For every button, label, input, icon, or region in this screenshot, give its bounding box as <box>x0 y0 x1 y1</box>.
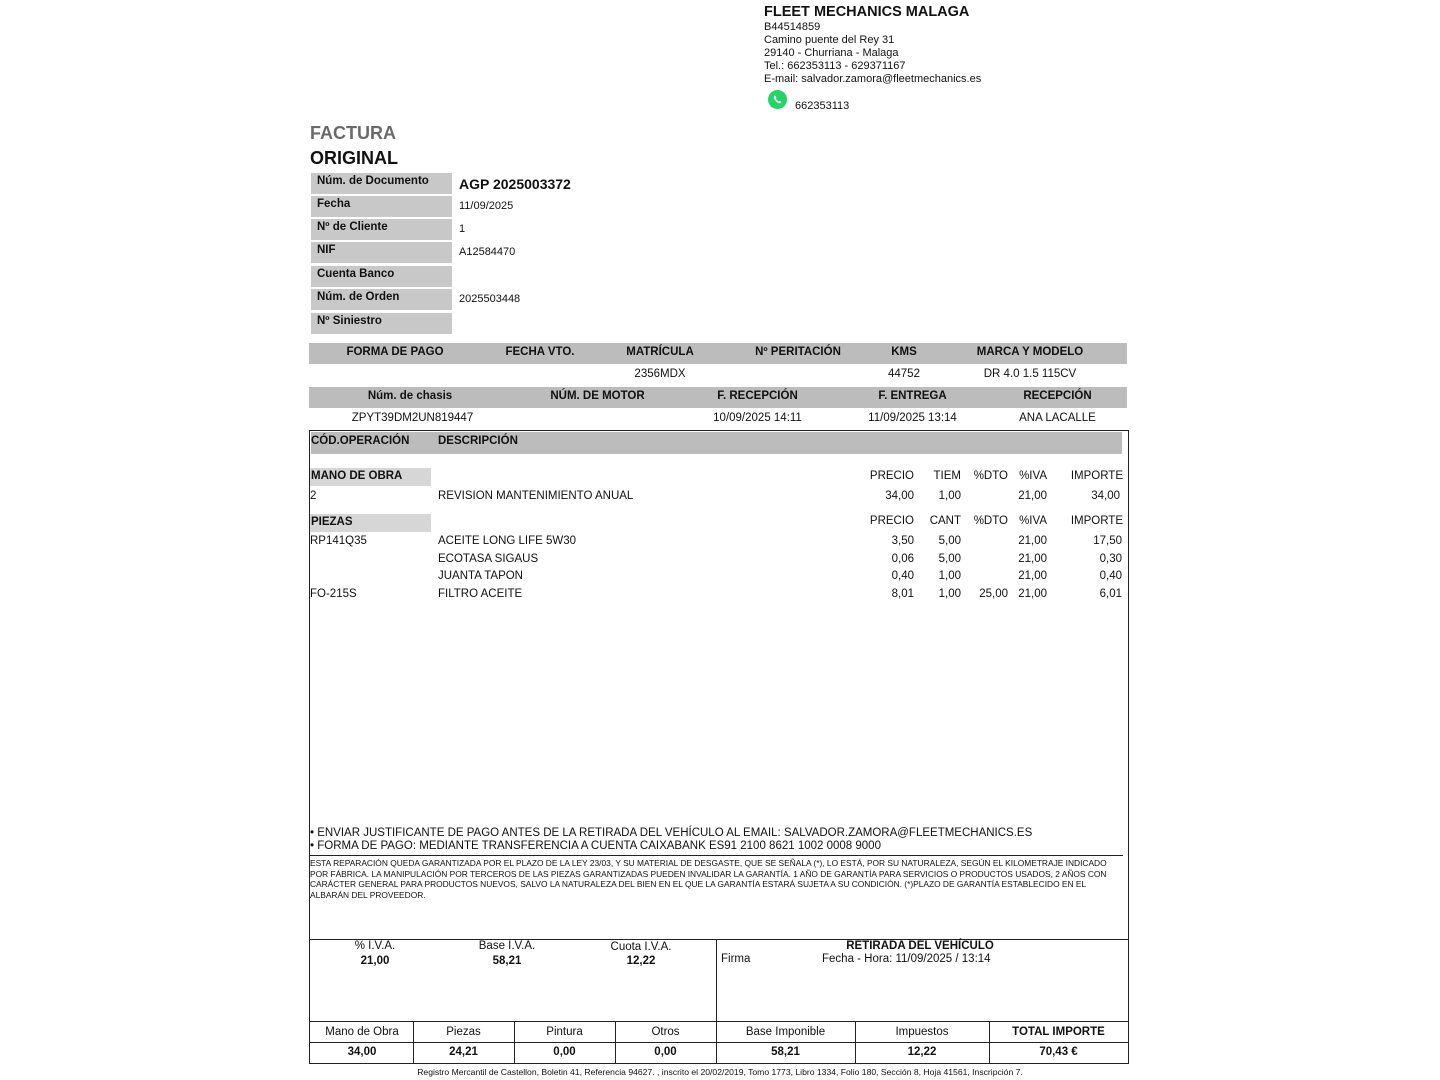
total-value-others: 0,00 <box>654 1046 677 1058</box>
company-cif: B44514859 <box>764 21 821 33</box>
field-value-document-number: AGP 2025003372 <box>459 176 571 192</box>
part-row-amount: 6,01 <box>1099 588 1122 600</box>
total-value-parts: 24,21 <box>449 1046 478 1058</box>
value-delivery-date: 11/09/2025 13:14 <box>868 412 957 424</box>
part-row-description: FILTRO ACEITE <box>438 588 523 600</box>
payment-note-transfer: • FORMA DE PAGO: MEDIANTE TRANSFERENCIA A CUENTA CAIXABANK ES91 2100 8621 1002 0008 9000 <box>310 840 881 852</box>
total-value-labor: 34,00 <box>347 1046 377 1058</box>
labor-row-amount: 34,00 <box>1091 490 1120 502</box>
part-row-price: 0,40 <box>891 570 914 582</box>
total-header-parts: Piezas <box>446 1026 481 1038</box>
total-value-taxes: 12,22 <box>907 1046 937 1058</box>
company-email: E-mail: salvador.zamora@fleetmechanics.es <box>764 73 982 85</box>
company-name: FLEET MECHANICS MALAGA <box>764 4 970 20</box>
operations-header-band <box>311 432 1122 454</box>
vat-amount-label: Cuota I.V.A. <box>610 941 672 953</box>
section-labor-title: MANO DE OBRA <box>310 468 431 486</box>
company-address-line2: 29140 - Churriana - Malaga <box>764 47 899 59</box>
field-label-bank-account: Cuenta Banco <box>311 266 452 287</box>
total-header-total-amount: TOTAL IMPORTE <box>1012 1026 1105 1038</box>
labor-header-amount: IMPORTE <box>1070 470 1123 482</box>
parts-header-amount: IMPORTE <box>1070 515 1123 527</box>
col-header-reception: RECEPCIÓN <box>1023 390 1092 402</box>
total-header-taxes: Impuestos <box>895 1026 949 1038</box>
total-header-labor: Mano de Obra <box>325 1026 399 1038</box>
tax-block-divider <box>716 940 717 1021</box>
total-header-paint: Pintura <box>546 1026 583 1038</box>
company-phone: Tel.: 662353113 - 629371167 <box>764 60 906 72</box>
totals-top-border <box>310 1021 1128 1022</box>
part-row-quantity: 1,00 <box>938 588 961 600</box>
vat-base-label: Base I.V.A. <box>478 940 536 952</box>
field-value-nif: A12584470 <box>459 246 516 258</box>
part-row-quantity: 5,00 <box>938 553 961 565</box>
col-header-due-date: FECHA VTO. <box>505 346 575 358</box>
totals-middle-border <box>310 1042 1128 1043</box>
labor-header-vat: %IVA <box>1019 470 1047 482</box>
field-label-document-number: Núm. de Documento <box>311 173 452 194</box>
field-label-date: Fecha <box>311 196 452 217</box>
labor-row-vat: 21,00 <box>1018 490 1047 502</box>
total-header-others: Otros <box>651 1026 680 1038</box>
part-row-description: JUANTA TAPON <box>438 570 523 582</box>
payment-note-email: • ENVIAR JUSTIFICANTE DE PAGO ANTES DE LA RETIRADA DEL VEHÍCULO AL EMAIL: SALVADOR.ZAMORA@FLEETMECHANICS.ES <box>310 827 1033 839</box>
col-header-kms: KMS <box>891 346 917 358</box>
value-kms: 44752 <box>888 368 920 380</box>
vat-amount-value: 12,22 <box>626 955 656 967</box>
document-copy: ORIGINAL <box>310 148 398 168</box>
value-make-model: DR 4.0 1.5 115CV <box>983 368 1077 380</box>
total-header-taxable-base: Base Imponible <box>745 1026 826 1038</box>
value-reception: ANA LACALLE <box>1019 412 1096 424</box>
total-value-total-amount: 70,43 € <box>1039 1046 1078 1058</box>
part-row-code: RP141Q35 <box>310 535 367 547</box>
value-chassis: ZPYT39DM2UN819447 <box>351 412 474 424</box>
vat-base-value: 58,21 <box>492 955 522 967</box>
part-row-description: ACEITE LONG LIFE 5W30 <box>438 535 577 547</box>
withdrawal-datetime: Fecha - Hora: 11/09/2025 / 13:14 <box>822 953 991 965</box>
field-value-client-number: 1 <box>459 223 466 235</box>
part-row-price: 8,01 <box>891 588 914 600</box>
parts-header-discount: %DTO <box>973 515 1008 527</box>
col-header-reception-date: F. RECEPCIÓN <box>717 390 798 402</box>
document-type: FACTURA <box>310 123 396 143</box>
field-label-order-number: Núm. de Orden <box>311 289 452 310</box>
whatsapp-icon <box>767 89 788 110</box>
registry-footer: Registro Mercantil de Castellon, Boletin 41, Referencia 94627. , inscrito el 20/02/2019, Tomo 1773, Libro 1334, Folio 180, Sección 8, Hoja 41561, Inscripción 7. <box>417 1067 1023 1077</box>
field-value-date: 11/09/2025 <box>459 200 514 212</box>
col-header-plate: MATRÍCULA <box>626 346 694 358</box>
part-row-amount: 0,30 <box>1099 553 1122 565</box>
col-header-engine: NÚM. DE MOTOR <box>550 390 645 402</box>
labor-header-discount: %DTO <box>973 470 1008 482</box>
labor-row-description: REVISION MANTENIMIENTO ANUAL <box>438 490 634 502</box>
part-row-vat: 21,00 <box>1018 553 1047 565</box>
total-value-paint: 0,00 <box>553 1046 576 1058</box>
value-reception-date: 10/09/2025 14:11 <box>713 412 802 424</box>
part-row-discount: 25,00 <box>979 588 1008 600</box>
signature-label: Firma <box>721 953 751 965</box>
section-parts-title: PIEZAS <box>310 514 431 532</box>
col-header-make-model: MARCA Y MODELO <box>976 346 1084 358</box>
vehicle-withdrawal-title: RETIRADA DEL VEHÍCULO <box>846 940 994 952</box>
parts-header-quantity: CANT <box>929 515 961 527</box>
total-value-taxable-base: 58,21 <box>771 1046 800 1058</box>
field-label-claim-number: Nº Siniestro <box>311 313 452 334</box>
part-row-quantity: 5,00 <box>938 535 961 547</box>
warranty-legal-text: ESTA REPARACIÓN QUEDA GARANTIZADA POR EL PLAZO DE LA LEY 23/03, Y SU MATERIAL DE DESGASTE, QUE SE SEÑALA (*), LO ESTÁ, POR SU NATURALEZA, SEGÚN EL KILOMETRAJE INDICADO POR FÁBRICA. LA MANIPULACIÓN POR TERCEROS DE LAS PIEZAS GARANTIZADAS PUEDEN INVALIDAR LA GARANTÍA. 1 AÑO DE GARANTÍA PARA SERVICIOS O PRODUCTOS USADOS, 2 AÑOS CON CARÁCTER GENERAL PARA PRODUCTOS NUEVOS, SALVO LA NATURALEZA DEL BIEN EN EL QUE LA GARANTÍA ESTARÁ SUJETA A SU CONDICIÓN. (*)PLAZO DE GARANTÍA ESTABLECIDO EN EL ALBARÁN DEL PROVEEDOR. <box>310 858 1107 900</box>
col-header-appraisal: Nº PERITACIÓN <box>755 346 841 358</box>
parts-header-vat: %IVA <box>1019 515 1047 527</box>
col-header-operation-code: CÓD.OPERACIÓN <box>311 435 410 447</box>
part-row-vat: 21,00 <box>1018 535 1047 547</box>
vat-percent-label: % I.V.A. <box>354 940 396 952</box>
col-header-description: DESCRIPCIÓN <box>438 435 518 447</box>
part-row-price: 0,06 <box>891 553 914 565</box>
col-header-delivery-date: F. ENTREGA <box>878 390 947 402</box>
part-row-price: 3,50 <box>891 535 914 547</box>
labor-header-time: TIEM <box>933 470 961 482</box>
labor-header-price: PRECIO <box>869 470 914 482</box>
labor-row-time: 1,00 <box>938 490 961 502</box>
part-row-description: ECOTASA SIGAUS <box>438 553 539 565</box>
parts-header-price: PRECIO <box>869 515 914 527</box>
part-row-vat: 21,00 <box>1018 570 1047 582</box>
col-header-chassis: Núm. de chasis <box>367 390 453 402</box>
labor-row-code: 2 <box>310 490 317 502</box>
part-row-amount: 0,40 <box>1099 570 1122 582</box>
notes-divider <box>310 855 1123 856</box>
whatsapp-phone: 662353113 <box>795 100 850 112</box>
part-row-code: FO-215S <box>310 588 357 600</box>
field-label-client-number: Nº de Cliente <box>311 219 452 240</box>
part-row-amount: 17,50 <box>1093 535 1122 547</box>
company-address-line1: Camino puente del Rey 31 <box>764 34 895 46</box>
col-header-payment-method: FORMA DE PAGO <box>346 346 444 358</box>
labor-row-price: 34,00 <box>885 490 914 502</box>
vat-percent-value: 21,00 <box>360 955 390 967</box>
field-value-order-number: 2025503448 <box>459 293 521 305</box>
field-label-nif: NIF <box>311 242 452 263</box>
part-row-vat: 21,00 <box>1018 588 1047 600</box>
part-row-quantity: 1,00 <box>938 570 961 582</box>
value-plate: 2356MDX <box>634 368 686 380</box>
